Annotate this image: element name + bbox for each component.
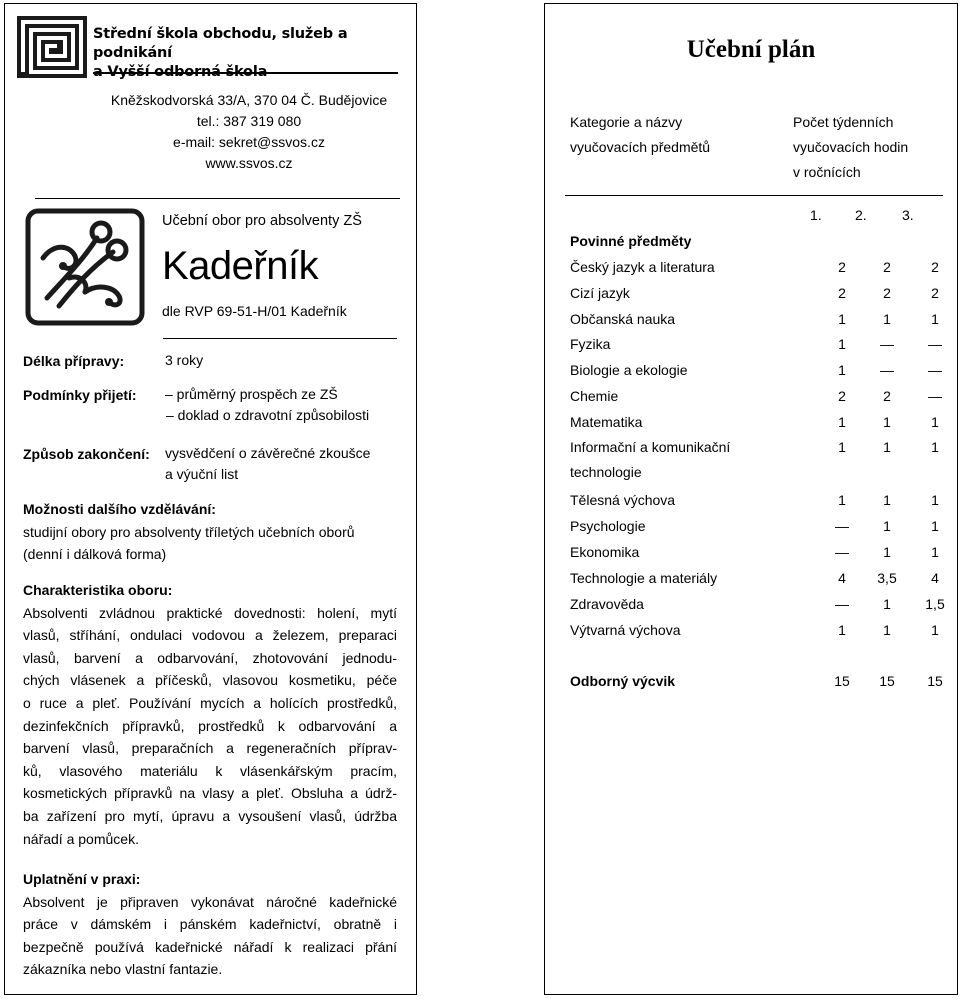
characteristics-line: nářadí a pomůcek. [23, 830, 139, 847]
subject-name: Zdravověda [570, 596, 644, 612]
characteristics-section [23, 579, 397, 850]
duration-label: Délka přípravy: [23, 353, 125, 369]
program-subtitle: Učební obor pro absolventy ZŠ [162, 213, 362, 229]
further-education-line: (denní i dálková forma) [23, 546, 167, 563]
program-rvp: dle RVP 69-51-H/01 Kadeřník [162, 303, 347, 319]
subject-name-line: Informační a komunikační [570, 439, 731, 455]
year-1-hours: — [835, 596, 849, 612]
year-1-hours: 1 [838, 439, 846, 455]
hairdresser-scissors-icon [25, 208, 145, 326]
contact-block [91, 90, 407, 174]
table-row [570, 358, 945, 382]
year-2-hours: 1 [883, 414, 891, 430]
employment-section [23, 868, 397, 981]
training-row [570, 669, 945, 693]
year-3-hours: 15 [927, 673, 943, 689]
subject-name: Český jazyk a literatura [570, 259, 715, 275]
completion-label: Způsob zakončení: [23, 446, 150, 462]
table-row [570, 255, 945, 279]
subject-name: Tělesná výchova [570, 492, 676, 508]
table-row [570, 281, 945, 305]
year-3-hours: — [928, 362, 942, 378]
subject-name: Fyzika [570, 336, 611, 352]
year-3-hours: 2 [931, 259, 939, 275]
year-3-hours: 1 [931, 492, 939, 508]
year-3-hours: 1 [931, 439, 939, 455]
year-1-hours: 2 [838, 259, 846, 275]
year-3-hours: — [928, 336, 942, 352]
subject-name: Ekonomika [570, 544, 640, 560]
year-3-hours: 1 [931, 544, 939, 560]
school-name-line1: Střední škola obchodu, služeb a podnikání [93, 26, 348, 61]
subject-header-line: vyučovacích předmětů [570, 139, 711, 155]
year-1-hours: 1 [838, 362, 846, 378]
table-row [570, 384, 945, 408]
contact-divider [35, 198, 400, 199]
year-2-hours: 1 [883, 492, 891, 508]
table-row [570, 488, 945, 512]
characteristics-line: ků, vlasového materiálu k vlásenkářským pracím, [23, 762, 397, 779]
year-2-hours: 1 [883, 596, 891, 612]
website: www.ssvos.cz [205, 155, 293, 171]
year-1-hours: 1 [838, 492, 846, 508]
characteristics-line: dezinfekčních přípravků, prostředků k odbarvování a [23, 717, 397, 734]
hours-header-line: v ročnících [793, 164, 861, 180]
school-logo-icon [17, 16, 87, 78]
year-1-hours: 1 [838, 336, 846, 352]
further-education-section [23, 498, 397, 566]
table-row [570, 435, 945, 485]
year-1-header: 1. [810, 207, 822, 223]
right-panel [544, 3, 958, 995]
subject-name: Biologie a ekologie [570, 362, 688, 378]
year-2-hours: 15 [879, 673, 895, 689]
characteristics-line: kosmetických přípravků na vlasy a pleť. Obsluha a údrž- [23, 785, 397, 802]
subject-name [570, 435, 770, 485]
year-1-hours: 1 [838, 414, 846, 430]
year-3-hours: 4 [931, 570, 939, 586]
characteristics-line: Absolventi zvládnou praktické dovednosti: holení, mytí [23, 604, 397, 621]
characteristics-line: vlasů, stříhání, ondulaci vodovou a železem, preparaci [23, 627, 397, 644]
header-divider [93, 72, 398, 74]
year-1-hours: 1 [838, 311, 846, 327]
year-1-hours: 2 [838, 388, 846, 404]
subject-name: Technologie a materiály [570, 570, 718, 586]
email: e-mail: sekret@ssvos.cz [173, 134, 325, 150]
program-divider [163, 338, 397, 339]
hours-header-line: vyučovacích hodin [793, 139, 909, 155]
year-3-hours: 1 [931, 518, 939, 534]
year-3-hours: 1 [931, 414, 939, 430]
year-1-hours: — [835, 544, 849, 560]
mandatory-subjects-heading: Povinné předměty [570, 233, 692, 249]
table-row [570, 592, 945, 616]
employment-line: práce v dámském i pánském kadeřnictví, obratně i [23, 916, 397, 933]
year-3-hours: — [928, 388, 942, 404]
plan-title: Učební plán [686, 36, 816, 63]
table-row [570, 307, 945, 331]
year-3-hours: 1 [931, 622, 939, 638]
employment-line: Absolvent je připraven vykonávat náročné kadeřnické [23, 893, 397, 910]
year-2-hours: 1 [883, 439, 891, 455]
program-title: Kadeřník [162, 244, 319, 288]
characteristics-line: vlasů, barvení a odbarvování, zhotovování jednodu- [23, 649, 397, 666]
table-row [570, 540, 945, 564]
year-2-hours: — [880, 362, 894, 378]
year-2-hours: 2 [883, 285, 891, 301]
table-row [570, 410, 945, 434]
table-row [570, 332, 945, 356]
year-3-hours: 2 [931, 285, 939, 301]
further-education-heading: Možnosti dalšího vzdělávání: [23, 501, 216, 517]
characteristics-line: o ruce a pleť. Používání mycích a holících prostředků, [23, 694, 397, 711]
year-1-hours: 4 [838, 570, 846, 586]
subject-column-header [570, 110, 710, 160]
subject-name: Cizí jazyk [570, 285, 630, 301]
year-3-header: 3. [902, 207, 914, 223]
left-panel [4, 3, 417, 995]
employment-line: bezpečně používá kadeřnické nářadí k realizaci přání [23, 938, 397, 955]
year-1-hours: 15 [834, 673, 850, 689]
year-3-hours: 1,5 [925, 596, 945, 612]
subject-name-line: technologie [570, 464, 642, 480]
year-1-hours: 1 [838, 622, 846, 638]
header-table-divider [565, 195, 943, 196]
characteristics-line: barvení vlasů, preparačních a regeneračních příprav- [23, 740, 397, 757]
year-2-hours: 1 [883, 518, 891, 534]
characteristics-line: ba zařízení pro mytí, úpravu a vysoušení vlasů, údržba [23, 807, 397, 824]
table-row [570, 514, 945, 538]
year-2-hours: 1 [883, 311, 891, 327]
year-2-header: 2. [855, 207, 867, 223]
year-2-hours: 1 [883, 544, 891, 560]
employment-line: zákazníka nebo vlastní fantazie. [23, 961, 223, 978]
completion-line: vysvědčení o závěrečné zkoušce [165, 445, 371, 461]
completion-value [165, 443, 370, 485]
year-2-hours: — [880, 336, 894, 352]
subject-name: Výtvarná výchova [570, 622, 681, 638]
admission-label: Podmínky přijetí: [23, 387, 137, 403]
year-2-hours: 3,5 [877, 570, 897, 586]
subject-name: Matematika [570, 414, 643, 430]
year-3-hours: 1 [931, 311, 939, 327]
table-row [570, 566, 945, 590]
year-2-hours: 2 [883, 259, 891, 275]
completion-line: a výuční list [165, 466, 239, 482]
subject-name: Chemie [570, 388, 619, 404]
admission-item: – doklad o zdravotní způsobilosti [166, 407, 370, 423]
school-name-line2: a Vyšší odborná škola [93, 64, 268, 80]
year-2-hours: 1 [883, 622, 891, 638]
admission-item: – průměrný prospěch ze ZŠ [165, 386, 338, 402]
subject-name: Občanská nauka [570, 311, 676, 327]
subject-header-line: Kategorie a názvy [570, 114, 683, 130]
year-1-hours: — [835, 518, 849, 534]
characteristics-heading: Charakteristika oboru: [23, 582, 173, 598]
hours-header-line: Počet týdenních [793, 114, 894, 130]
year-2-hours: 2 [883, 388, 891, 404]
admission-list [165, 384, 369, 426]
further-education-line: studijní obory pro absolventy tříletých učebních oborů [23, 523, 355, 540]
training-name: Odborný výcvik [570, 673, 676, 689]
employment-heading: Uplatnění v praxi: [23, 871, 141, 887]
hours-column-header [793, 110, 908, 185]
subject-name: Psychologie [570, 518, 646, 534]
characteristics-line: chých vlásenek a příčesků, vlasovou kosmetiku, péče [23, 672, 397, 689]
year-1-hours: 2 [838, 285, 846, 301]
table-row [570, 618, 945, 642]
phone: tel.: 387 319 080 [196, 113, 302, 129]
address: Kněžskodvorská 33/A, 370 04 Č. Budějovice [110, 92, 388, 108]
duration-value: 3 roky [165, 352, 204, 368]
